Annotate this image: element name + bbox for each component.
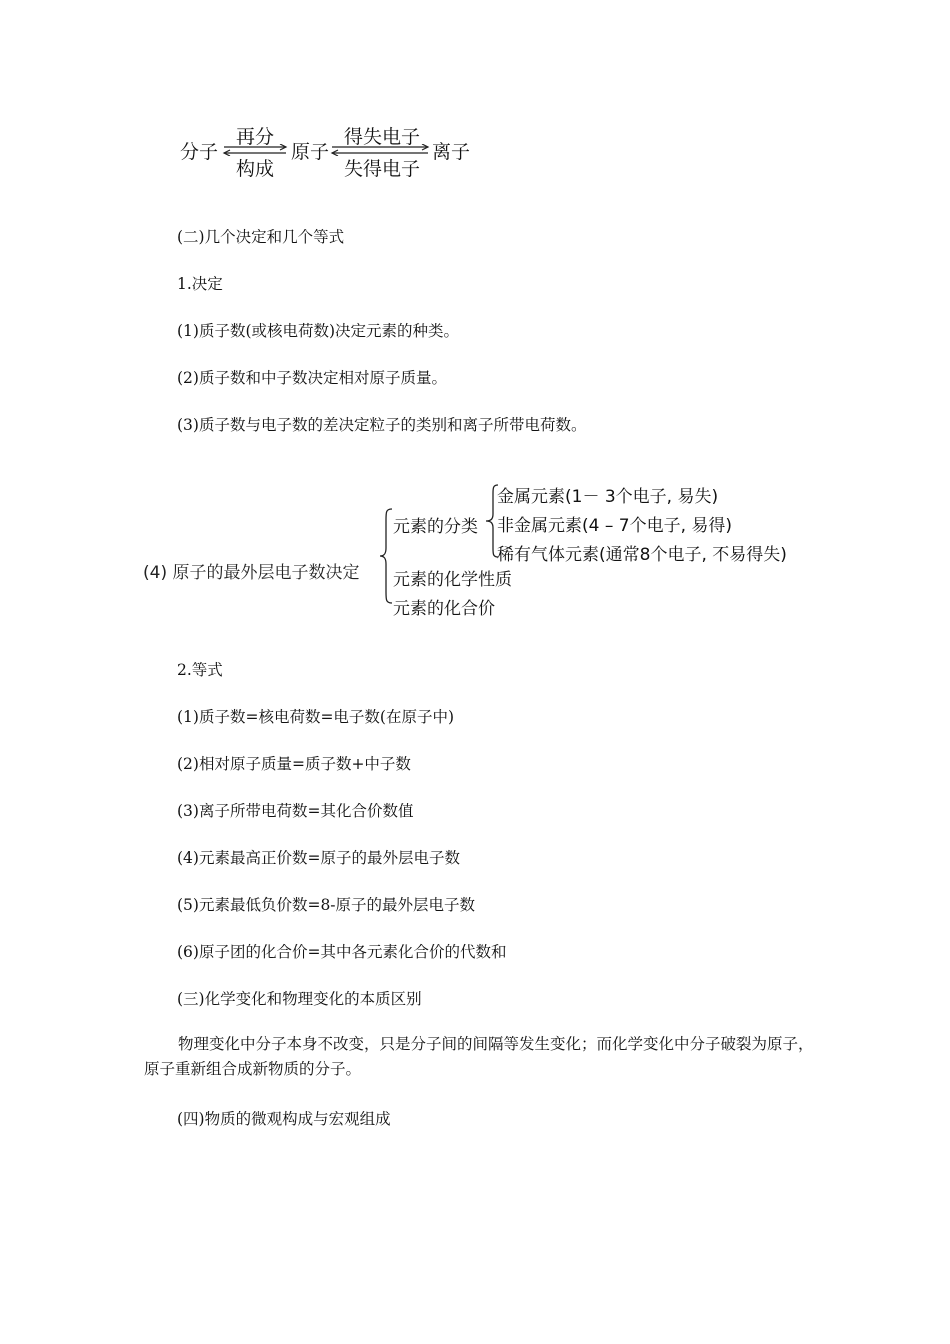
section3-heading: (三)化学变化和物理变化的本质区别 <box>177 990 422 1008</box>
ion-label: 离子 <box>432 141 471 163</box>
decide-item: (2)质子数和中子数决定相对原子质量。 <box>177 369 447 387</box>
equation-item: (5)元素最低负价数=8-原子的最外层电子数 <box>177 896 476 914</box>
equation-item: (4)元素最高正价数=原子的最外层电子数 <box>177 849 460 867</box>
section2-sub1: 1.决定 <box>177 275 223 293</box>
arrow2-top-label: 得失电子 <box>344 126 421 148</box>
atom-label: 原子 <box>291 141 330 163</box>
arrow1-top-label: 再分 <box>236 126 275 148</box>
arrow1-bottom-label: 构成 <box>236 158 275 180</box>
metal-element-label: 金属元素(1－ 3个电子, 易失) <box>497 487 719 507</box>
branch-classify-label: 元素的分类 <box>393 517 478 537</box>
brace-root-label: (4) 原子的最外层电子数决定 <box>143 563 360 583</box>
arrow2-bottom-label: 失得电子 <box>344 158 421 180</box>
molecule-label: 分子 <box>180 141 219 163</box>
equation-item: (6)原子团的化合价=其中各元素化合价的代数和 <box>177 943 507 961</box>
decide-item: (3)质子数与电子数的差决定粒子的类别和离子所带电荷数。 <box>177 416 587 434</box>
section3-paragraph: 物理变化中分子本身不改变，只是分子间的间隔等发生变化；而化学变化中分子破裂为原子，原子重新组合成新物质的分子。 <box>144 1035 814 1078</box>
branch-valence-label: 元素的化合价 <box>393 599 495 619</box>
noble-gas-element-label: 稀有气体元素(通常8个电子, 不易得失) <box>497 545 787 565</box>
branch-chem-property-label: 元素的化学性质 <box>393 570 512 590</box>
equation-item: (2)相对原子质量=质子数+中子数 <box>177 755 411 773</box>
section2-heading: (二)几个决定和几个等式 <box>177 228 345 246</box>
equation-item: (3)离子所带电荷数=其化合价数值 <box>177 802 414 820</box>
nonmetal-element-label: 非金属元素(4 – 7个电子, 易得) <box>497 516 733 536</box>
equations-subheading: 2.等式 <box>177 661 223 679</box>
brace-icon <box>378 508 394 604</box>
decide-item: (1)质子数(或核电荷数)决定元素的种类。 <box>177 322 460 340</box>
section4-heading: (四)物质的微观构成与宏观组成 <box>177 1110 391 1128</box>
equation-item: (1)质子数=核电荷数=电子数(在原子中) <box>177 708 455 726</box>
